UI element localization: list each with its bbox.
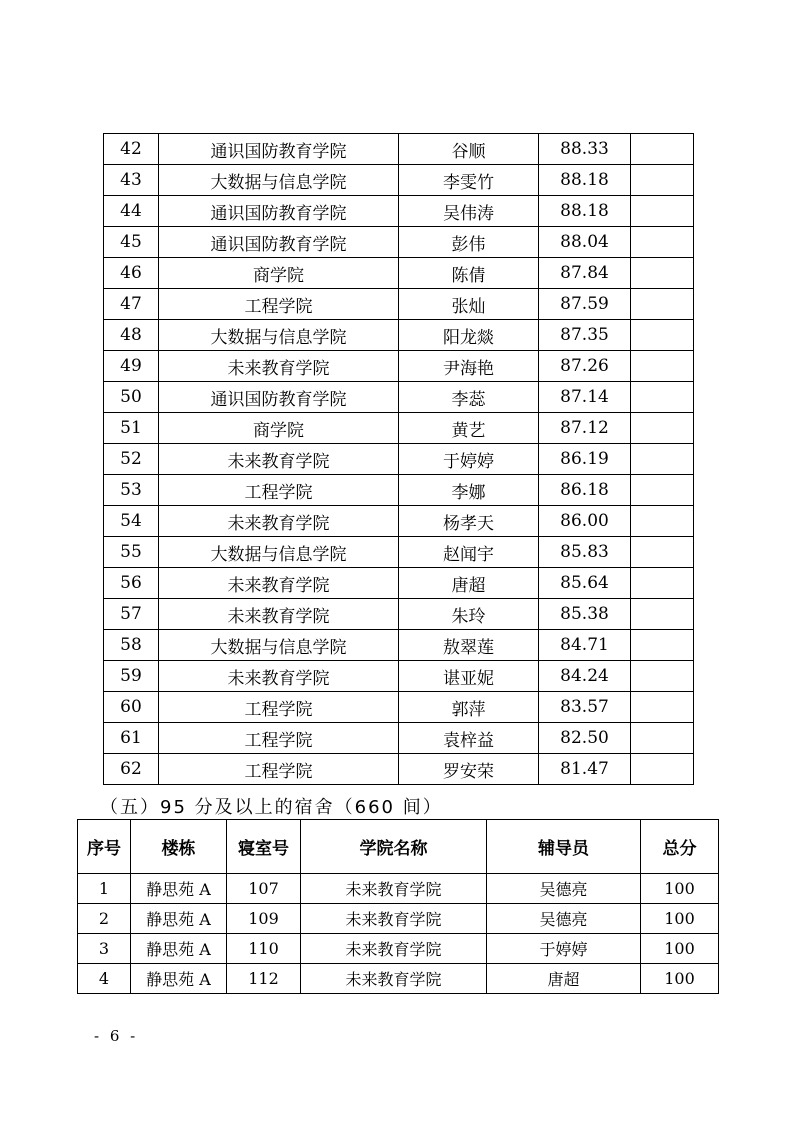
cell-name: 李雯竹	[399, 165, 539, 196]
dormitory-table-body	[78, 874, 719, 994]
cell-score: 87.59	[539, 289, 631, 320]
cell-no: 56	[104, 568, 159, 599]
cell-no: 46	[104, 258, 159, 289]
cell-score: 88.04	[539, 227, 631, 258]
cell-room: 109	[227, 904, 301, 934]
cell-score: 87.14	[539, 382, 631, 413]
cell-college: 未来教育学院	[301, 964, 487, 994]
cell-name: 阳龙燚	[399, 320, 539, 351]
cell-note	[631, 599, 694, 630]
cell-college: 大数据与信息学院	[159, 165, 399, 196]
cell-no: 45	[104, 227, 159, 258]
dormitory-table	[77, 819, 719, 994]
ranking-table	[103, 133, 694, 785]
table-row	[78, 934, 719, 964]
cell-score: 87.84	[539, 258, 631, 289]
cell-college: 未来教育学院	[159, 568, 399, 599]
cell-no: 51	[104, 413, 159, 444]
header-counselor: 辅导员	[487, 820, 641, 874]
table-row	[104, 351, 694, 382]
cell-note	[631, 413, 694, 444]
cell-no: 49	[104, 351, 159, 382]
cell-college: 未来教育学院	[159, 661, 399, 692]
cell-no: 52	[104, 444, 159, 475]
cell-score: 86.19	[539, 444, 631, 475]
table-row	[104, 475, 694, 506]
cell-note	[631, 227, 694, 258]
table-row	[104, 723, 694, 754]
cell-college: 大数据与信息学院	[159, 630, 399, 661]
cell-score: 88.18	[539, 196, 631, 227]
cell-name: 郭萍	[399, 692, 539, 723]
cell-no: 50	[104, 382, 159, 413]
cell-name: 赵闻宇	[399, 537, 539, 568]
cell-college: 大数据与信息学院	[159, 320, 399, 351]
table-row	[104, 289, 694, 320]
cell-college: 未来教育学院	[159, 599, 399, 630]
cell-note	[631, 630, 694, 661]
table-row	[78, 904, 719, 934]
cell-note	[631, 134, 694, 165]
cell-no: 3	[78, 934, 131, 964]
cell-name: 吴伟涛	[399, 196, 539, 227]
cell-note	[631, 289, 694, 320]
cell-name: 朱玲	[399, 599, 539, 630]
table-row	[104, 692, 694, 723]
cell-counselor: 于婷婷	[487, 934, 641, 964]
header-total: 总分	[641, 820, 719, 874]
table-row	[104, 506, 694, 537]
header-no: 序号	[78, 820, 131, 874]
cell-note	[631, 568, 694, 599]
cell-no: 61	[104, 723, 159, 754]
cell-college: 工程学院	[159, 723, 399, 754]
cell-college: 未来教育学院	[159, 506, 399, 537]
cell-name: 唐超	[399, 568, 539, 599]
cell-name: 陈倩	[399, 258, 539, 289]
cell-note	[631, 754, 694, 785]
cell-name: 谷顺	[399, 134, 539, 165]
cell-name: 于婷婷	[399, 444, 539, 475]
cell-college: 通识国防教育学院	[159, 196, 399, 227]
cell-score: 86.00	[539, 506, 631, 537]
header-building: 楼栋	[131, 820, 227, 874]
cell-college: 未来教育学院	[301, 904, 487, 934]
cell-name: 杨孝天	[399, 506, 539, 537]
cell-total: 100	[641, 874, 719, 904]
cell-no: 57	[104, 599, 159, 630]
cell-counselor: 吴德亮	[487, 874, 641, 904]
table-row	[104, 382, 694, 413]
table-row	[104, 258, 694, 289]
table-row	[104, 165, 694, 196]
table-row	[104, 227, 694, 258]
table-row	[104, 413, 694, 444]
cell-no: 62	[104, 754, 159, 785]
cell-no: 54	[104, 506, 159, 537]
cell-building: 静思苑 A	[131, 934, 227, 964]
table-row	[104, 196, 694, 227]
cell-name: 李娜	[399, 475, 539, 506]
cell-room: 107	[227, 874, 301, 904]
cell-no: 58	[104, 630, 159, 661]
table-row	[104, 661, 694, 692]
table-row	[104, 134, 694, 165]
cell-college: 工程学院	[159, 692, 399, 723]
cell-no: 55	[104, 537, 159, 568]
cell-no: 53	[104, 475, 159, 506]
cell-name: 敖翠莲	[399, 630, 539, 661]
cell-no: 59	[104, 661, 159, 692]
table-row	[104, 599, 694, 630]
cell-building: 静思苑 A	[131, 964, 227, 994]
cell-score: 84.71	[539, 630, 631, 661]
cell-total: 100	[641, 934, 719, 964]
cell-college: 未来教育学院	[301, 874, 487, 904]
table-row	[104, 320, 694, 351]
cell-score: 84.24	[539, 661, 631, 692]
table-row	[104, 754, 694, 785]
cell-score: 87.35	[539, 320, 631, 351]
cell-note	[631, 444, 694, 475]
cell-college: 工程学院	[159, 289, 399, 320]
cell-note	[631, 351, 694, 382]
cell-name: 黄艺	[399, 413, 539, 444]
cell-name: 罗安荣	[399, 754, 539, 785]
cell-no: 4	[78, 964, 131, 994]
cell-score: 86.18	[539, 475, 631, 506]
cell-score: 81.47	[539, 754, 631, 785]
cell-college: 商学院	[159, 413, 399, 444]
cell-no: 2	[78, 904, 131, 934]
cell-note	[631, 506, 694, 537]
cell-score: 88.18	[539, 165, 631, 196]
cell-college: 大数据与信息学院	[159, 537, 399, 568]
cell-note	[631, 165, 694, 196]
cell-name: 尹海艳	[399, 351, 539, 382]
dormitory-table-header	[78, 820, 719, 874]
header-college: 学院名称	[301, 820, 487, 874]
table-row	[104, 537, 694, 568]
cell-college: 工程学院	[159, 754, 399, 785]
cell-score: 87.26	[539, 351, 631, 382]
cell-no: 48	[104, 320, 159, 351]
table-row	[104, 630, 694, 661]
cell-note	[631, 692, 694, 723]
cell-no: 60	[104, 692, 159, 723]
cell-college: 工程学院	[159, 475, 399, 506]
cell-note	[631, 537, 694, 568]
cell-college: 通识国防教育学院	[159, 134, 399, 165]
cell-name: 谌亚妮	[399, 661, 539, 692]
cell-no: 44	[104, 196, 159, 227]
cell-score: 85.83	[539, 537, 631, 568]
table-row	[104, 568, 694, 599]
cell-building: 静思苑 A	[131, 874, 227, 904]
cell-counselor: 唐超	[487, 964, 641, 994]
cell-total: 100	[641, 904, 719, 934]
cell-no: 47	[104, 289, 159, 320]
cell-name: 张灿	[399, 289, 539, 320]
cell-note	[631, 382, 694, 413]
cell-no: 1	[78, 874, 131, 904]
ranking-table-body	[104, 134, 694, 785]
cell-college: 商学院	[159, 258, 399, 289]
cell-name: 袁梓益	[399, 723, 539, 754]
cell-room: 110	[227, 934, 301, 964]
cell-total: 100	[641, 964, 719, 994]
cell-college: 未来教育学院	[159, 444, 399, 475]
cell-score: 85.64	[539, 568, 631, 599]
cell-building: 静思苑 A	[131, 904, 227, 934]
cell-note	[631, 196, 694, 227]
table-row	[78, 874, 719, 904]
cell-note	[631, 723, 694, 754]
cell-name: 彭伟	[399, 227, 539, 258]
cell-note	[631, 661, 694, 692]
cell-score: 82.50	[539, 723, 631, 754]
cell-college: 通识国防教育学院	[159, 227, 399, 258]
cell-room: 112	[227, 964, 301, 994]
header-room: 寝室号	[227, 820, 301, 874]
cell-score: 87.12	[539, 413, 631, 444]
cell-no: 42	[104, 134, 159, 165]
section-heading: （五）95 分及以上的宿舍（660 间）	[100, 797, 443, 818]
cell-note	[631, 258, 694, 289]
cell-note	[631, 475, 694, 506]
cell-score: 85.38	[539, 599, 631, 630]
cell-score: 88.33	[539, 134, 631, 165]
cell-college: 未来教育学院	[301, 934, 487, 964]
cell-name: 李蕊	[399, 382, 539, 413]
cell-no: 43	[104, 165, 159, 196]
table-row	[104, 444, 694, 475]
table-row	[78, 964, 719, 994]
cell-counselor: 吴德亮	[487, 904, 641, 934]
cell-college: 未来教育学院	[159, 351, 399, 382]
cell-score: 83.57	[539, 692, 631, 723]
cell-note	[631, 320, 694, 351]
cell-college: 通识国防教育学院	[159, 382, 399, 413]
page-number: - 6 -	[94, 1027, 139, 1045]
